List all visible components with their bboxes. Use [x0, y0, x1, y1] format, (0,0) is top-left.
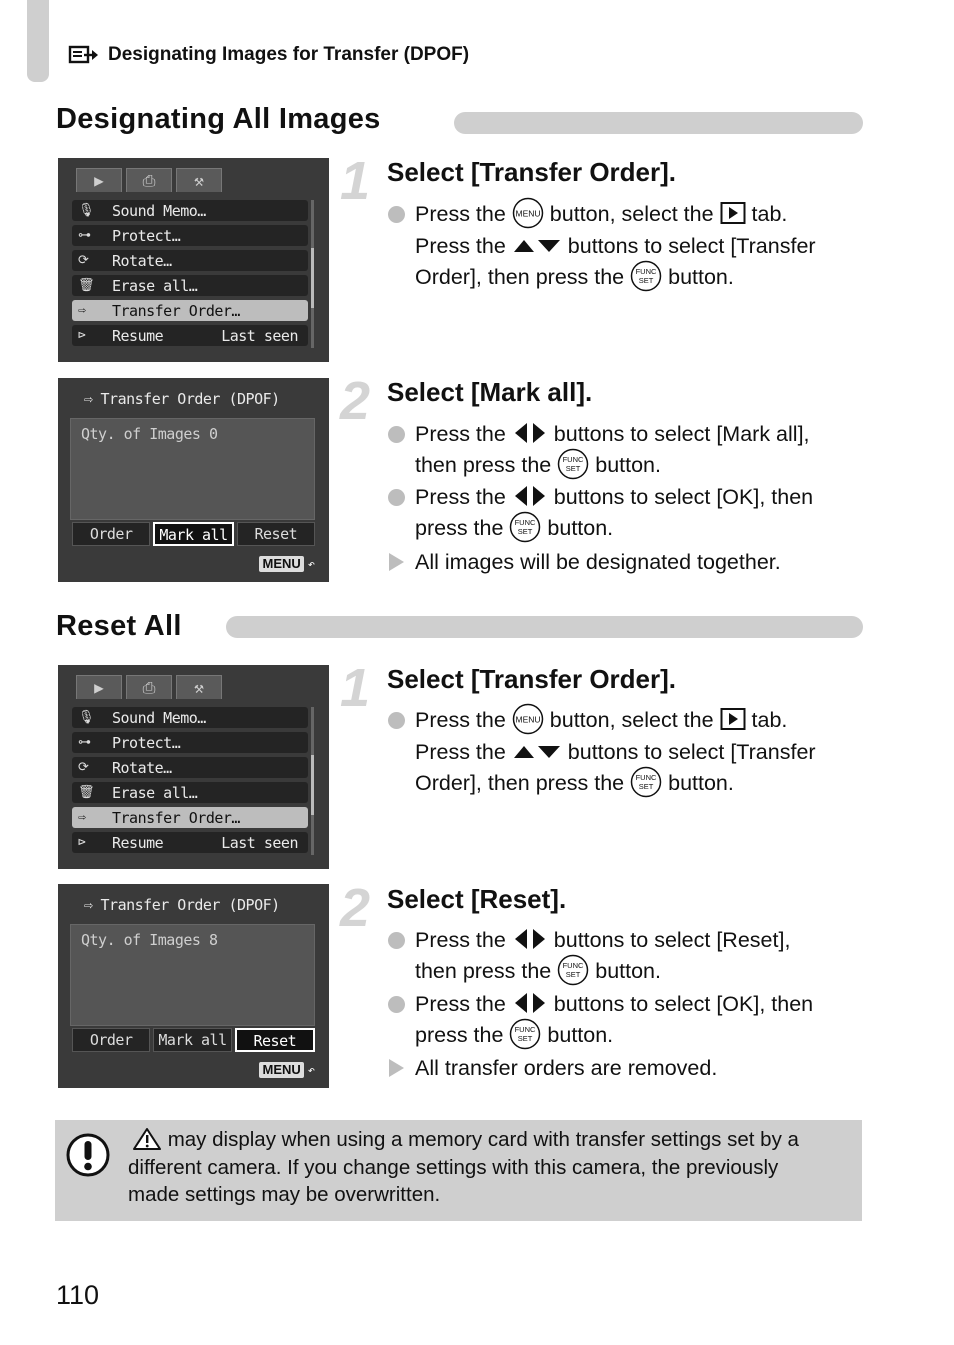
- camera-menu-screen: [58, 158, 329, 362]
- result-arrow-icon: [389, 1059, 404, 1077]
- menu-item-rotate: ⟳ Rotate…: [72, 757, 308, 778]
- play-tab-icon: [720, 201, 746, 225]
- rotate-icon: ⟳: [78, 253, 89, 268]
- trash-icon: 🗑: [78, 278, 95, 293]
- camera-tabs: [76, 168, 222, 192]
- bullet-dot: [388, 489, 405, 506]
- play-tab-icon: ▶: [76, 675, 122, 699]
- menu-scrollbar: [311, 200, 314, 348]
- func-set-button-icon: [557, 954, 589, 986]
- step-title: Select [Reset].: [387, 884, 567, 914]
- svg-text:FUNC: FUNC: [515, 1024, 536, 1034]
- menu-item-erase-all: 🗑 Erase all…: [72, 275, 308, 296]
- result-arrow-icon: [389, 553, 404, 571]
- step-number: 1: [340, 658, 371, 718]
- camera-menu-screen: [58, 665, 329, 869]
- transfer-buttons: [72, 522, 315, 546]
- section-title: Reset All: [56, 610, 182, 642]
- svg-text:FUNC: FUNC: [635, 267, 657, 277]
- menu-item-resume: ⊳ Resume Last seen: [72, 325, 308, 346]
- transfer-order-screen: [58, 378, 329, 582]
- transfer-order-title: ⇨ Transfer Order (DPOF): [84, 896, 280, 914]
- microphone-icon: 🎙: [78, 710, 95, 725]
- func-set-button-icon: [630, 766, 662, 798]
- func-set-button-icon: [557, 448, 589, 480]
- menu-button-icon: [512, 197, 544, 229]
- menu-return-badge: MENU ↶: [259, 556, 315, 572]
- setup-tab-icon: ⚒: [176, 168, 222, 192]
- camera-menu-list: [72, 200, 308, 350]
- rotate-icon: ⟳: [78, 760, 89, 775]
- camera-tabs: [76, 675, 222, 699]
- svg-text:FUNC: FUNC: [515, 517, 536, 527]
- section-title-bar: [454, 112, 863, 134]
- bullet-dot: [388, 932, 405, 949]
- transfer-icon: ⇨: [84, 896, 93, 914]
- step-bullet: Press the buttons to select [OK], then press the FUNC SET button.: [388, 989, 868, 1052]
- left-right-arrows-icon: [512, 485, 548, 507]
- step-title: Select [Transfer Order].: [387, 157, 676, 187]
- step-result: All images will be designated together.: [388, 547, 868, 578]
- order-option: Order: [72, 522, 150, 546]
- page-header-title: Designating Images for Transfer (DPOF): [108, 44, 470, 65]
- step-bullet: Press the MENU button, select the tab. Press the buttons to select [Transfer Order], then press the FUNC SET button.: [388, 199, 868, 294]
- resume-icon: ⊳: [78, 835, 86, 850]
- menu-item-transfer-order: ⇨ Transfer Order…: [72, 300, 308, 321]
- svg-text:SET: SET: [518, 1033, 533, 1043]
- svg-text:SET: SET: [565, 969, 581, 979]
- menu-item-transfer-order: ⇨ Transfer Order…: [72, 807, 308, 828]
- play-tab-icon: [720, 707, 746, 731]
- camera-menu-list: [72, 707, 308, 857]
- svg-text:MENU: MENU: [515, 208, 541, 219]
- left-right-arrows-icon: [512, 928, 548, 950]
- resume-icon: ⊳: [78, 328, 86, 343]
- menu-item-protect: ⊶ Protect…: [72, 225, 308, 246]
- return-arrow-icon: ↶: [307, 1063, 315, 1077]
- menu-scrollbar: [311, 707, 314, 855]
- key-icon: ⊶: [78, 228, 91, 243]
- menu-item-sound-memo: 🎙 Sound Memo…: [72, 707, 308, 728]
- up-down-arrows-icon: [512, 238, 562, 254]
- menu-button-icon: [512, 703, 544, 735]
- transfer-icon: ⇨: [84, 390, 93, 408]
- step-bullet: Press the buttons to select [Mark all], then press the FUNC SET button.: [388, 419, 868, 482]
- trash-icon: 🗑: [78, 785, 95, 800]
- page-tab-marker: [27, 0, 49, 82]
- svg-text:MENU: MENU: [515, 714, 541, 725]
- menu-item-erase-all: 🗑 Erase all…: [72, 782, 308, 803]
- step-title: Select [Mark all].: [387, 377, 593, 407]
- step-result: All transfer orders are removed.: [388, 1053, 868, 1084]
- page-header: [68, 44, 469, 66]
- svg-text:FUNC: FUNC: [562, 960, 584, 970]
- section-title: Designating All Images: [56, 103, 381, 135]
- func-set-button-icon: [509, 1018, 541, 1050]
- key-icon: ⊶: [78, 735, 91, 750]
- up-down-arrows-icon: [512, 744, 562, 760]
- setup-tab-icon: ⚒: [176, 675, 222, 699]
- microphone-icon: 🎙: [78, 203, 95, 218]
- transfer-qty-box: Qty. of Images 0: [70, 418, 315, 520]
- transfer-icon: [68, 45, 100, 65]
- left-right-arrows-icon: [512, 422, 548, 444]
- warning-triangle-icon: [132, 1127, 162, 1151]
- bullet-dot: [388, 712, 405, 729]
- func-set-button-icon: [509, 511, 541, 543]
- reset-option: Reset: [237, 522, 315, 546]
- print-tab-icon: ⎙: [126, 168, 172, 192]
- menu-item-resume: ⊳ Resume Last seen: [72, 832, 308, 853]
- exclamation-icon: [65, 1132, 111, 1178]
- transfer-buttons: [72, 1028, 315, 1052]
- menu-item-value: Last seen: [221, 326, 298, 345]
- svg-text:SET: SET: [638, 782, 654, 792]
- svg-text:FUNC: FUNC: [635, 773, 657, 783]
- reset-option: Reset: [235, 1028, 315, 1052]
- bullet-dot: [388, 206, 405, 223]
- func-set-button-icon: [630, 260, 662, 292]
- menu-item-value: Last seen: [221, 833, 298, 852]
- step-bullet: Press the buttons to select [OK], then press the FUNC SET button.: [388, 482, 868, 545]
- caution-note: [55, 1120, 862, 1221]
- step-number: 1: [340, 151, 371, 211]
- menu-item-rotate: ⟳ Rotate…: [72, 250, 308, 271]
- step-number: 2: [340, 878, 371, 938]
- mark-all-option: Mark all: [153, 522, 233, 546]
- transfer-icon: ⇨: [78, 810, 86, 825]
- left-right-arrows-icon: [512, 992, 548, 1014]
- menu-item-protect: ⊶ Protect…: [72, 732, 308, 753]
- play-tab-icon: ▶: [76, 168, 122, 192]
- menu-return-badge: MENU ↶: [259, 1062, 315, 1078]
- bullet-dot: [388, 426, 405, 443]
- step-bullet: Press the buttons to select [Reset], then press the FUNC SET button.: [388, 925, 868, 988]
- bullet-dot: [388, 996, 405, 1013]
- transfer-icon: ⇨: [78, 303, 86, 318]
- svg-text:SET: SET: [565, 463, 581, 473]
- menu-item-sound-memo: 🎙 Sound Memo…: [72, 200, 308, 221]
- transfer-qty-box: Qty. of Images 8: [70, 924, 315, 1026]
- print-tab-icon: ⎙: [126, 675, 172, 699]
- step-bullet: Press the MENU button, select the tab. Press the buttons to select [Transfer Order], then press the FUNC SET button.: [388, 705, 868, 800]
- return-arrow-icon: ↶: [307, 557, 315, 571]
- section-title-bar: [226, 616, 863, 638]
- transfer-order-title: ⇨ Transfer Order (DPOF): [84, 390, 280, 408]
- svg-text:SET: SET: [518, 526, 533, 536]
- svg-text:FUNC: FUNC: [562, 454, 584, 464]
- transfer-order-screen: [58, 884, 329, 1088]
- step-number: 2: [340, 371, 371, 431]
- svg-text:SET: SET: [638, 276, 654, 286]
- order-option: Order: [72, 1028, 150, 1052]
- note-text: may display when using a memory card with transfer settings set by a different camera. If you change settings with this camera, the previously made settings may be overwritten.: [128, 1128, 799, 1206]
- page-number: 110: [56, 1280, 100, 1310]
- step-title: Select [Transfer Order].: [387, 664, 676, 694]
- mark-all-option: Mark all: [153, 1028, 231, 1052]
